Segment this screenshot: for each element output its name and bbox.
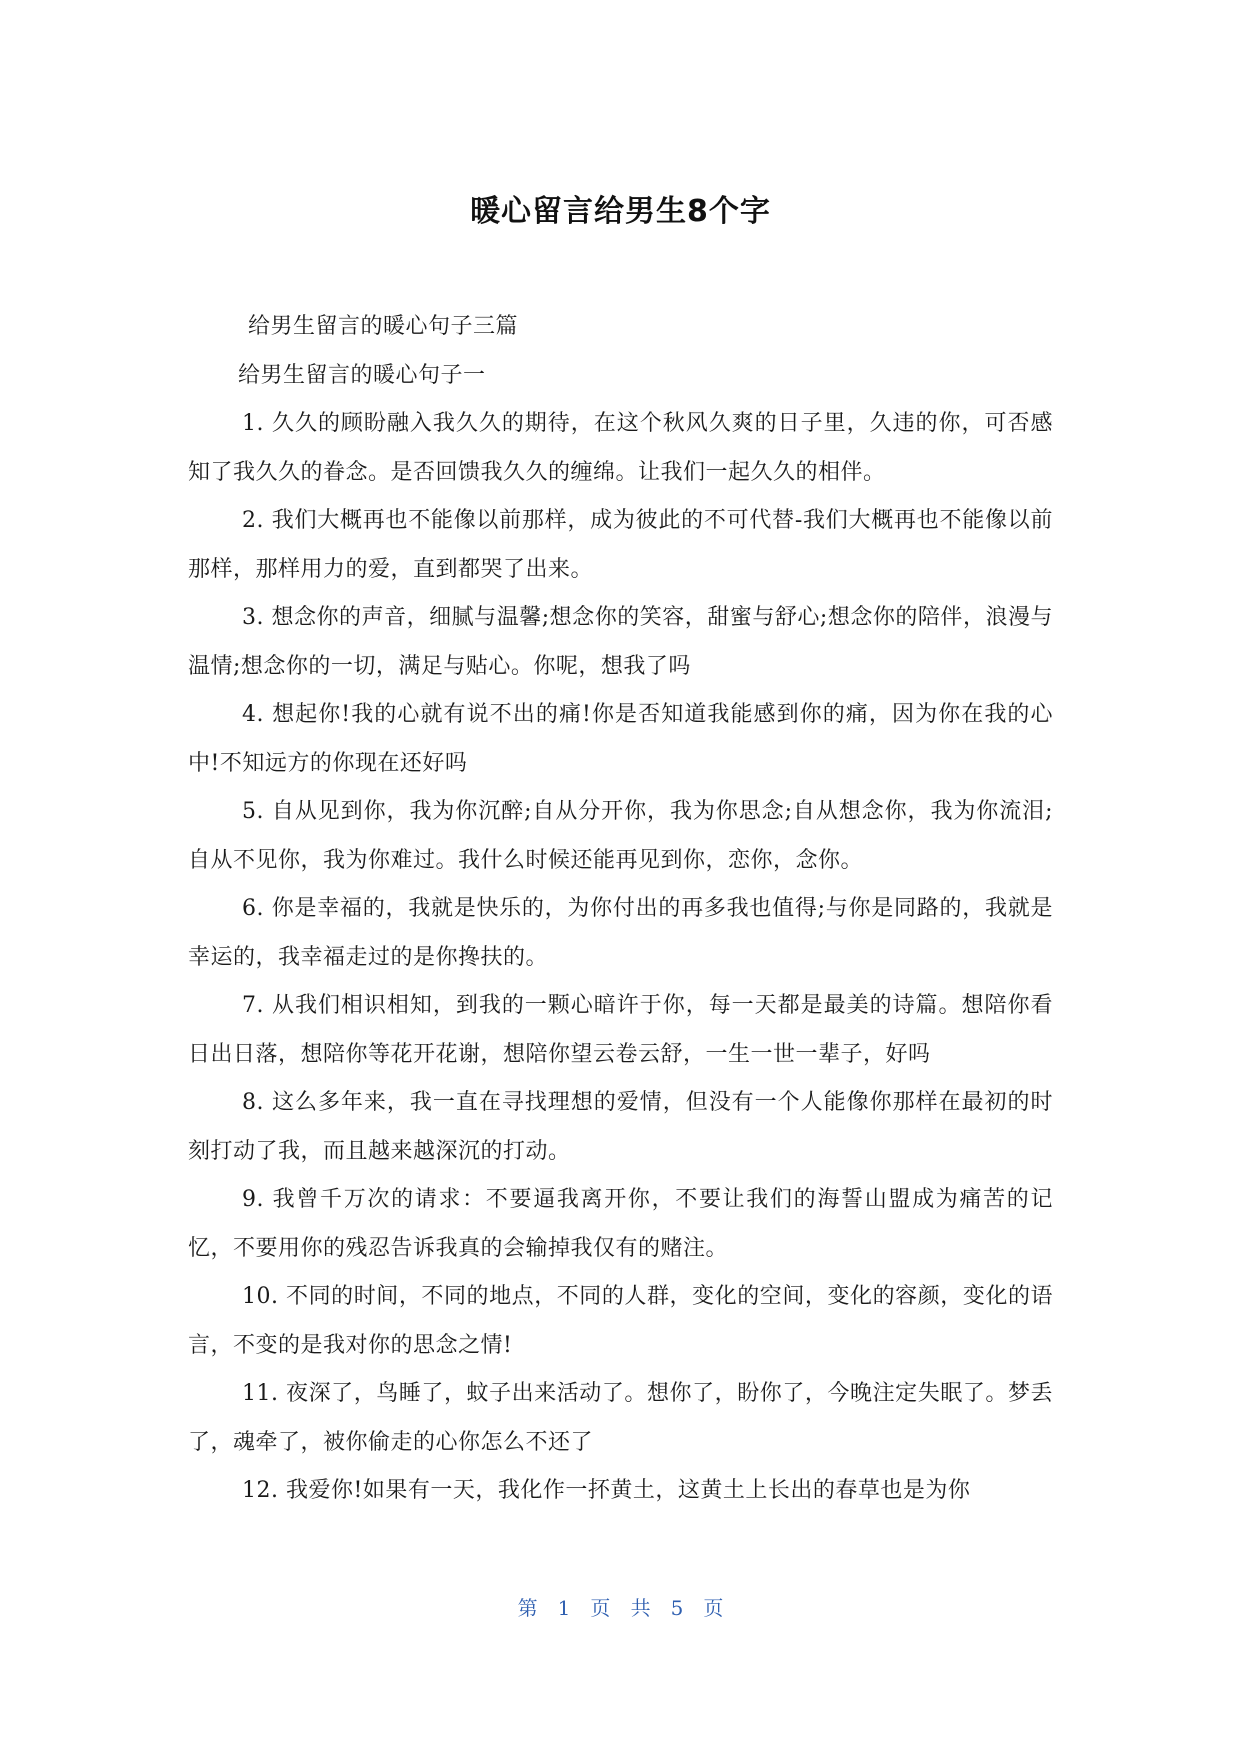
list-item: 4. 想起你!我的心就有说不出的痛!你是否知道我能感到你的痛，因为你在我的心中!不知远方的你现在还好吗 [188,702,1053,776]
list-item: 2. 我们大概再也不能像以前那样，成为彼此的不可代替-我们大概再也不能像以前那样，那样用力的爱，直到都哭了出来。 [188,508,1053,582]
main-subheading: 给男生留言的暖心句子三篇 [248,314,519,339]
page-title: 暖心留言给男生8个字 [470,194,771,229]
list-item: 7. 从我们相识相知，到我的一颗心暗许于你，每一天都是最美的诗篇。想陪你看日出日落，想陪你等花开花谢，想陪你望云卷云舒，一生一世一辈子，好吗 [188,993,1053,1067]
list-item: 5. 自从见到你，我为你沉醉;自从分开你，我为你思念;自从想念你，我为你流泪;自从不见你，我为你难过。我什么时候还能再见到你，恋你，念你。 [188,799,1053,873]
list-item: 10. 不同的时间，不同的地点，不同的人群，变化的空间，变化的容颜，变化的语言，不变的是我对你的思念之情! [188,1284,1053,1358]
footer-label-pages: 页 [703,1596,724,1620]
section-subheading: 给男生留言的暖心句子一 [238,362,486,388]
list-item: 9. 我曾千万次的请求：不要逼我离开你，不要让我们的海誓山盟成为痛苦的记忆，不要用你的残忍告诉我真的会输掉我仅有的赌注。 [188,1187,1053,1261]
footer-label-page: 第 [517,1596,538,1620]
list-item: 1. 久久的顾盼融入我久久的期待，在这个秋风久爽的日子里，久违的你，可否感知了我久久的眷念。是否回馈我久久的缠绵。让我们一起久久的相伴。 [188,411,1053,485]
list-item: 6. 你是幸福的，我就是快乐的，为你付出的再多我也值得;与你是同路的，我就是幸运的，我幸福走过的是你搀扶的。 [188,896,1053,970]
footer-label-of: 页 共 [590,1596,651,1620]
document-body [188,303,1053,1516]
list-item: 11. 夜深了，鸟睡了，蚊子出来活动了。想你了，盼你了，今晚注定失眠了。梦丢了，魂牵了，被你偷走的心你怎么不还了 [188,1381,1053,1455]
footer-current-page: 1 [557,1596,571,1620]
footer-total-pages: 5 [670,1596,684,1620]
page-footer [0,1592,1241,1621]
list-item: 8. 这么多年来，我一直在寻找理想的爱情，但没有一个人能像你那样在最初的时刻打动了我，而且越来越深沉的打动。 [188,1090,1053,1164]
list-item: 12. 我爱你!如果有一天，我化作一抔黄土，这黄土上长出的春草也是为你 [242,1478,971,1503]
list-item: 3. 想念你的声音，细腻与温馨;想念你的笑容，甜蜜与舒心;想念你的陪伴，浪漫与温情;想念你的一切，满足与贴心。你呢，想我了吗 [188,605,1053,679]
